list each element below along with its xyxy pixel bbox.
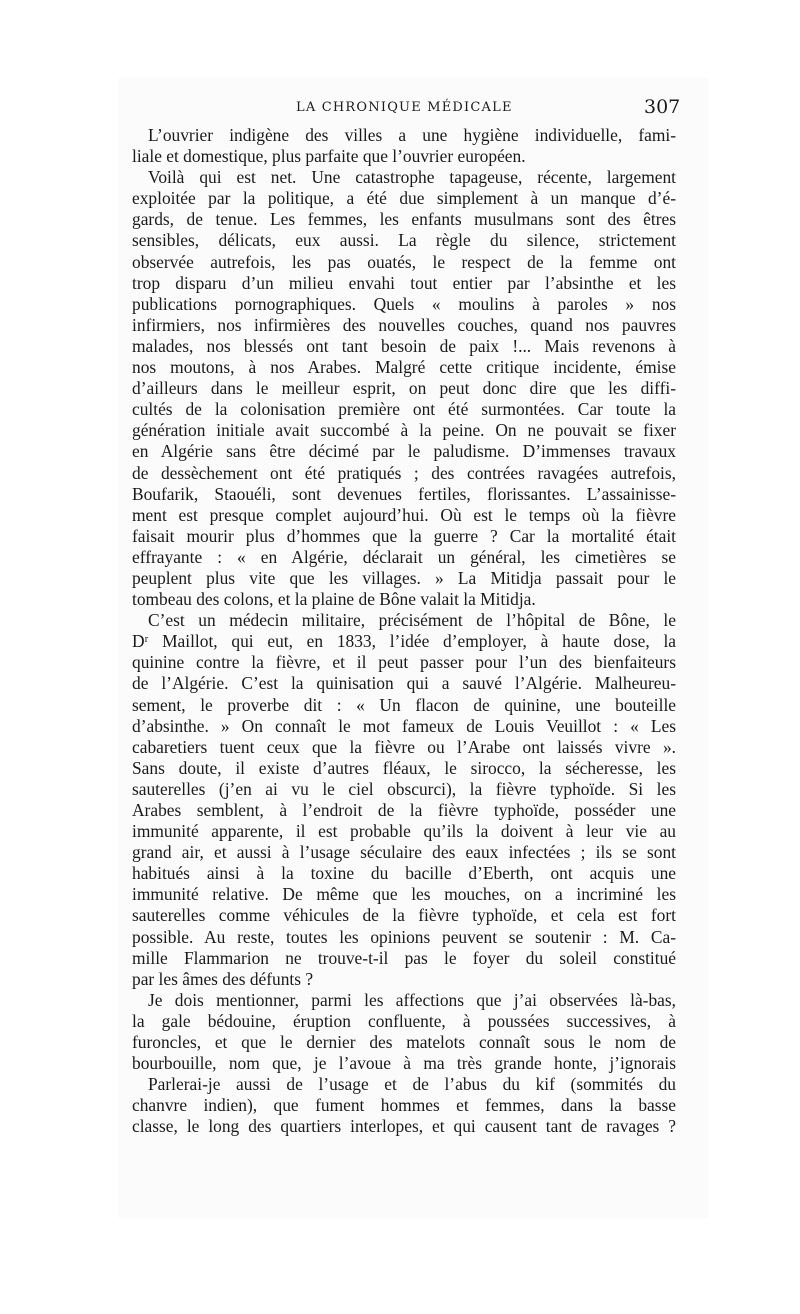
text-line: faisait mourir plus d’hommes que la guerre ? Car la mortalité était (132, 525, 676, 546)
text-line: Voilà qui est net. Une catastrophe tapageuse, récente, largement (148, 167, 676, 188)
text-line: liale et domestique, plus parfaite que l’ouvrier européen. (132, 146, 526, 167)
text-line: sauterelles comme véhicules de la fièvre typhoïde, et cela est fort (132, 905, 676, 926)
text-line: en Algérie sans être décimé par le paludisme. D’immenses travaux (132, 441, 676, 462)
text-line: quinine contre la fièvre, et il peut passer pour l’un des bienfaiteurs (132, 652, 676, 673)
text-line: Sans doute, il existe d’autres fléaux, le sirocco, la sécheresse, les (132, 757, 676, 778)
text-line: par les âmes des défunts ? (132, 968, 314, 989)
text-line: immunité relative. De même que les mouches, on a incriminé les (132, 884, 676, 905)
text-line: exploitée par la politique, a été due simplement à un manque d’é- (132, 188, 676, 209)
text-line: d’ailleurs dans le meilleur esprit, on peut donc dire que les diffi- (132, 378, 676, 399)
text-line: mille Flammarion ne trouve-t-il pas le foyer du soleil constitué (132, 947, 676, 968)
text-line: de dessèchement ont été pratiqués ; des contrées ravagées autrefois, (132, 462, 676, 483)
text-line: tombeau des colons, et la plaine de Bône valait la Mitidja. (132, 589, 536, 610)
running-header (0, 96, 800, 120)
text-line: malades, nos blessés ont tant besoin de paix !... Mais revenons à (132, 335, 676, 356)
text-line: grand air, et aussi à l’usage séculaire des eaux infectées ; ils se sont (132, 842, 676, 863)
text-line: cultés de la colonisation première ont été surmontées. Car toute la (132, 399, 676, 420)
text-line: Je dois mentionner, parmi les affections que j’ai observées là-bas, (148, 989, 676, 1010)
text-line: chanvre indien), que fument hommes et femmes, dans la basse (132, 1095, 676, 1116)
text-line: possible. Au reste, toutes les opinions peuvent se soutenir : M. Ca- (132, 926, 676, 947)
text-line: peuplent plus vite que les villages. » La Mitidja passait pour le (132, 567, 676, 588)
text-line: d’absinthe. » On connaît le mot fameux de Louis Veuillot : « Les (132, 715, 676, 736)
text-line: trop disparu d’un milieu envahi tout entier par l’absinthe et les (132, 272, 676, 293)
text-line: nos moutons, à nos Arabes. Malgré cette critique incidente, émise (132, 357, 676, 378)
page-number: 307 (644, 96, 681, 118)
text-line: observée autrefois, les pas ouatés, le respect de la femme ont (132, 251, 676, 272)
text-line: furoncles, et que le dernier des matelots connaît sous le nom de (132, 1032, 676, 1053)
text-line: de l’Algérie. C’est la quinisation qui a sauvé l’Algérie. Malheureu- (132, 673, 676, 694)
text-line: L’ouvrier indigène des villes a une hygiène individuelle, fami- (148, 125, 676, 145)
text-line: la gale bédouine, éruption confluente, à poussées successives, à (132, 1010, 676, 1031)
text-line: Boufarik, Staouéli, sont devenues fertiles, florissantes. L’assainisse- (132, 483, 676, 504)
text-line: bourbouille, nom que, je l’avoue à ma très grande honte, j’ignorais (132, 1053, 676, 1074)
text-line: ment est presque complet aujourd’hui. Où est le temps où la fièvre (132, 504, 676, 525)
text-line: gards, de tenue. Les femmes, les enfants musulmans sont des êtres (132, 209, 676, 230)
text-line: effrayante : « en Algérie, déclarait un général, les cimetières se (132, 546, 676, 567)
text-line: classe, le long des quartiers interlopes, et qui causent tant de ravages ? (132, 1116, 676, 1137)
body-text (132, 125, 676, 1138)
text-line: cabaretiers tuent ceux que la fièvre ou l’Arabe ont laissés vivre ». (132, 736, 676, 757)
text-line: sensibles, délicats, eux aussi. La règle du silence, strictement (132, 230, 676, 251)
text-line: Arabes semblent, à l’endroit de la fièvre typhoïde, posséder une (132, 800, 676, 820)
text-line: habitués ainsi à la toxine du bacille d’Eberth, ont acquis une (132, 863, 676, 884)
text-line: sauterelles (j’en ai vu le ciel obscurci), la fièvre typhoïde. Si les (132, 778, 676, 799)
running-title: LA CHRONIQUE MÉDICALE (296, 100, 513, 115)
text-line: infirmiers, nos infirmières des nouvelles couches, quand nos pauvres (132, 314, 676, 335)
text-line: Dʳ Maillot, qui eut, en 1833, l’idée d’employer, à haute dose, la (132, 631, 676, 652)
text-line: immunité apparente, il est probable qu’ils la doivent à leur vie au (132, 821, 676, 842)
text-line: publications pornographiques. Quels « moulins à paroles » nos (132, 293, 676, 314)
text-line: sement, le proverbe dit : « Un flacon de quinine, une bouteille (132, 694, 676, 715)
text-line: C’est un médecin militaire, précisément de l’hôpital de Bône, le (148, 610, 676, 631)
text-line: Parlerai-je aussi de l’usage et de l’abus du kif (sommités du (148, 1074, 676, 1095)
text-line: génération initiale avait succombé à la peine. On ne pouvait se fixer (132, 420, 676, 441)
